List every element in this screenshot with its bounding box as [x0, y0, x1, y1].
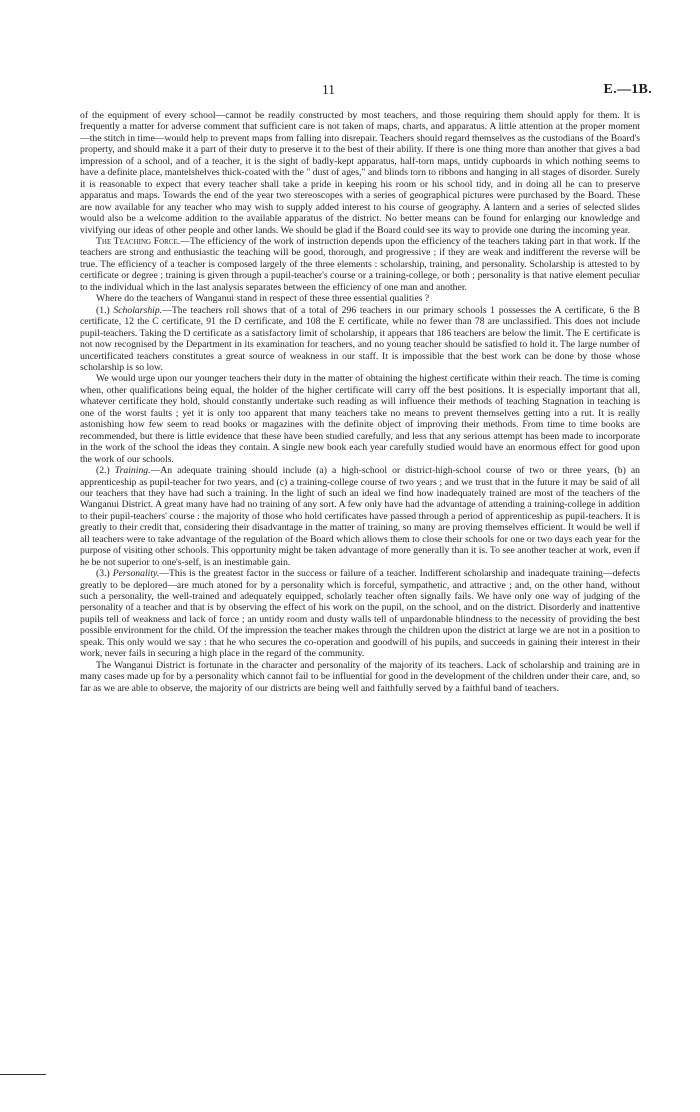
section-heading-training: Training.	[114, 465, 151, 477]
paragraph-certificates	[80, 373, 640, 465]
paragraph-teaching-force	[80, 236, 640, 293]
paragraph-personality	[80, 568, 640, 660]
paragraph-text: We would urge upon our younger teachers their duty in the matter of obtaining the highest certificate within their reach. The time is coming when, other qualifications being equal, the holder of the higher certificate will carry off the best positions. It is especially important that all, whatever certificate they hold, should constantly undertake such reading as will influence their methods of teaching Stagnation in teaching is one of the worst faults ; yet it is only too apparent that many teachers take no means to prevent themselves getting into a rut. It is really astonishing how few seem to read books or magazines with the definite object of improving their methods. From time to time books are recommended, but there is little evidence that these have been studied carefully, and less that any serious attempt has been made to incorporate in the work of the school the ideas they contain. A single new book each year carefully studied would have an enormous effect for good upon the work of our schools.	[80, 373, 640, 465]
paragraph-conclusion	[80, 660, 640, 694]
list-number: (3.)	[96, 568, 113, 580]
paragraph-scholarship	[80, 305, 640, 374]
paragraph-apparatus	[80, 110, 640, 236]
document-code: E.—1B.	[603, 82, 652, 97]
section-heading-personality: Personality.	[112, 568, 160, 580]
list-number: (1.)	[96, 304, 114, 316]
paragraph-text: —The teachers roll shows that of a total of 296 teachers in our primary schools 1 possesses the A certificate, 6 the B certificate, 12 the C certificate, 91 the D certificate, and 108 the E certificate, while no fewer than 78 are unclassified. This does not include pupil-teachers. Taking the D certificate as a satisfactory limit of scholarship, it appears that 186 teachers are below the limit. The E certificate is not now recognised by the Department in its examination for teachers, and no young teacher should be satisfied to hold it. The large number of uncertificated teachers constitutes a great source of weakness in our staff. It is impossible that the best work can be done by those whose scholarship is so low.	[80, 304, 640, 373]
paragraph-training	[80, 465, 640, 568]
paragraph-text: The Wanganui District is fortunate in the character and personality of the majority of its teachers. Lack of scholarship and training are in many cases made up for by a personality which cannot fail to be influential for good in the development of the children under their care, and, so far as we are able to observe, the majority of our districts are being well and faithfully served by a faithful band of teachers.	[80, 659, 640, 694]
body-text	[80, 110, 640, 694]
list-number: (2.)	[96, 465, 115, 477]
paragraph-text: —This is the greatest factor in the success or failure of a teacher. Indifferent scholarship and inadequate training—defects greatly to be deplored—are much atoned for by a personality which is forceful, sympathetic, and attractive ; and, on the other hand, without such a personality, the well-trained and adequately equipped, scholarly teacher often signally fails. We have only one way of judging of the personality of a teacher and that is by observing the effect of his work on the pupil, on the school, and on the district. Disorderly and inattentive pupils tell of weakness and lack of force ; an untidy room and dusty walls tell of unpardonable blindness to the necessity of providing the best possible environment for the child. Of the impression the teacher makes through the children upon the district at large we are not in a position to speak. This only would we say : that he who secures the co-operation and goodwill of his pupils, and succeeds in gaining their interest in their work, never fails in securing a high place in the regard of the community.	[80, 568, 641, 660]
paragraph-text: Where do the teachers of Wanganui stand in respect of these three essential qualities ?	[96, 293, 430, 305]
page-number: 11	[322, 82, 335, 97]
paragraph-question	[80, 293, 640, 304]
paragraph-text: —An adequate training should include (a) a high-school or district-high-school course of two or three years, (b) an apprenticeship as pupil-teacher for two years, and (c) a training-college course of two years ; and we trust that in the future it may be said of all our teachers that they have had such a training. In the light of such an ideal we find how inadequately trained are most of the teachers of the Wanganui District. A great many have had no training of any sort. A few only have had the advantage of attending a training-college in addition to their pupil-teachers' course : the majority of those who hold certificates have passed through a period of apprenticeship as pupil-teachers. It is greatly to their credit that, considering their disadvantage in the matter of training, so many are proving themselves efficient. It would be well if all teachers were to take advantage of the regulation of the Board which allows them to close their schools for one or two days each year for the purpose of visiting other schools. This opportunity might be taken advantage of more generally than it is. To see another teacher at work, even if he be not superior to one's-self, is an inestimable gain.	[80, 465, 640, 568]
paragraph-text: —The efficiency of the work of instruction depends upon the efficiency of the teachers taking part in that work. If the teachers are strong and enthusiastic the teaching will be good, thorough, and progressive ; if they are weak and indifferent the reverse will be true. The efficiency of a teacher is composed largely of the three elements : scholarship, training, and personality. Scholarship is attested to by certificate or degree ; training is given through a pupil-teacher's course or a training-college, or both ; personality is that native element peculiar to the individual which in the last analysis separates between the efficiency of one man and another.	[80, 235, 640, 293]
section-heading-teaching-force: The Teaching Force.	[96, 235, 181, 247]
section-heading-scholarship: Scholarship.	[113, 304, 163, 316]
page-header	[0, 82, 700, 102]
paragraph-text: of the equipment of every school—cannot be readily constructed by most teachers, and those requiring them should apply for them. It is frequently a matter for adverse comment that sufficient care is not taken of maps, charts, and apparatus. A little attention at the proper moment—the stitch in time—would help to prevent maps from falling into disrepair. Teachers should regard themselves as the custodians of the Board's property, and should make it a part of their duty to preserve it to the best of their ability. If there is one thing more than another that gives a bad impression of a school, and of a teacher, it is the sight of badly-kept apparatus, half-torn maps, untidy cupboards in which nothing seems to have a definite place, mantelshelves thick-coated with the " dust of ages," and blinds torn to ribbons and hanging in all stages of disorder. Surely it is reasonable to expect that every teacher shall take a pride in keeping his room or his school tidy, and in doing all he can to preserve apparatus and maps. Towards the end of the year two stereoscopes with a series of geographical pictures were purchased by the Board. These are now available for any teacher who may wish to supply added interest to his course of geography. A lantern and a series of selected slides would also be a welcome addition to the available apparatus of the district. No better means can be found for enlarging our knowledge and vivifying our ideas of other people and other lands. We should be glad if the Board could see its way to provide one during the incoming year.	[80, 110, 640, 236]
footer-rule	[0, 1074, 46, 1075]
